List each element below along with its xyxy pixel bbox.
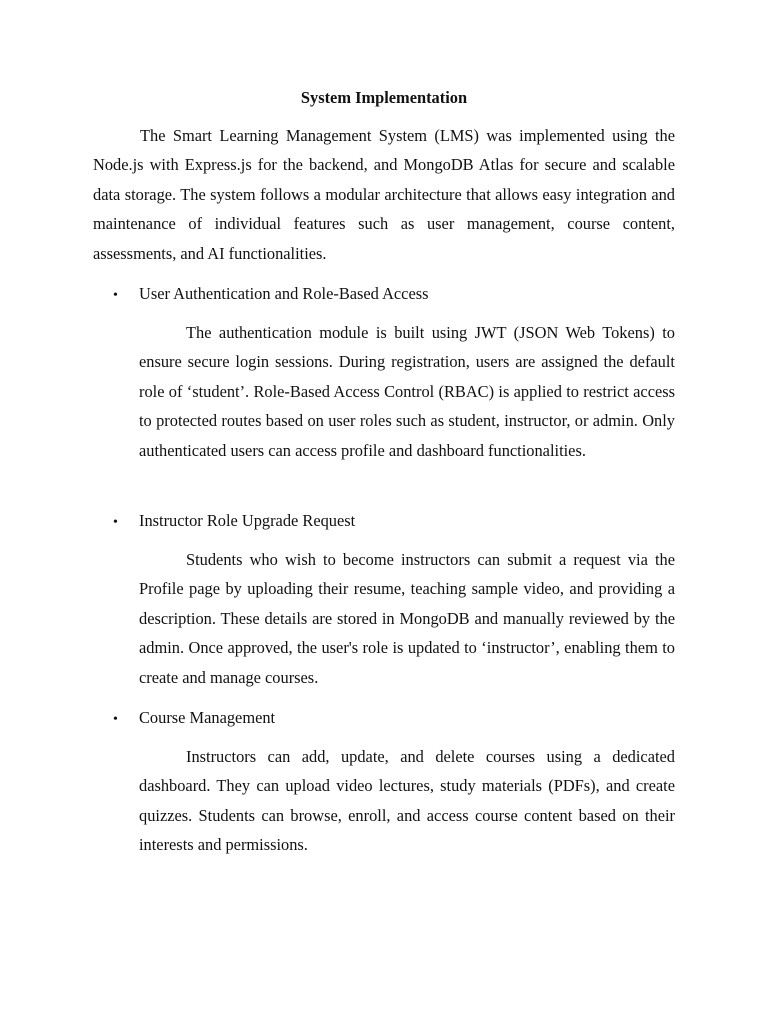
section-heading-text: Course Management (139, 708, 276, 727)
section-heading-text: User Authentication and Role-Based Access (139, 284, 429, 303)
intro-text: The Smart Learning Management System (LMS) was implemented using the Node.js with Express.js for the backend, and MongoDB Atlas for secure and scalable data storage. The system follows a modular architecture that allows easy integration and maintenance of individual features such as user management, course content, assessments, and AI functionalities. (93, 126, 675, 263)
section-heading-instructor-upgrade (113, 509, 355, 535)
section-body-text: Instructors can add, update, and delete courses using a dedicated dashboard. They can upload video lectures, study materials (PDFs), and create quizzes. Students can browse, enroll, and access course content based on their interests and permissions. (139, 747, 675, 855)
section-heading-user-authentication (113, 282, 429, 308)
page-title: System Implementation (300, 88, 468, 107)
bullet-icon: • (113, 712, 118, 727)
bullet-icon: • (113, 288, 118, 303)
intro-paragraph (93, 121, 675, 268)
bullet-icon: • (113, 515, 118, 530)
section-heading-text: Instructor Role Upgrade Request (139, 511, 356, 530)
section-heading-course-management (113, 706, 275, 732)
section-body-text: The authentication module is built using JWT (JSON Web Tokens) to ensure secure login sessions. During registration, users are assigned the default role of ‘student’. Role-Based Access Control (RBAC) is applied to restrict access to protected routes based on user roles such as student, instructor, or admin. Only authenticated users can access profile and dashboard functionalities. (139, 323, 675, 460)
section-body-text: Students who wish to become instructors can submit a request via the Profile page by uploading their resume, teaching sample video, and providing a description. These details are stored in MongoDB and manually reviewed by the admin. Once approved, the user's role is updated to ‘instructor’, enabling them to create and manage courses. (139, 550, 675, 687)
section-body-instructor-upgrade (139, 545, 675, 692)
section-body-user-authentication (139, 318, 675, 465)
section-body-course-management (139, 742, 675, 860)
